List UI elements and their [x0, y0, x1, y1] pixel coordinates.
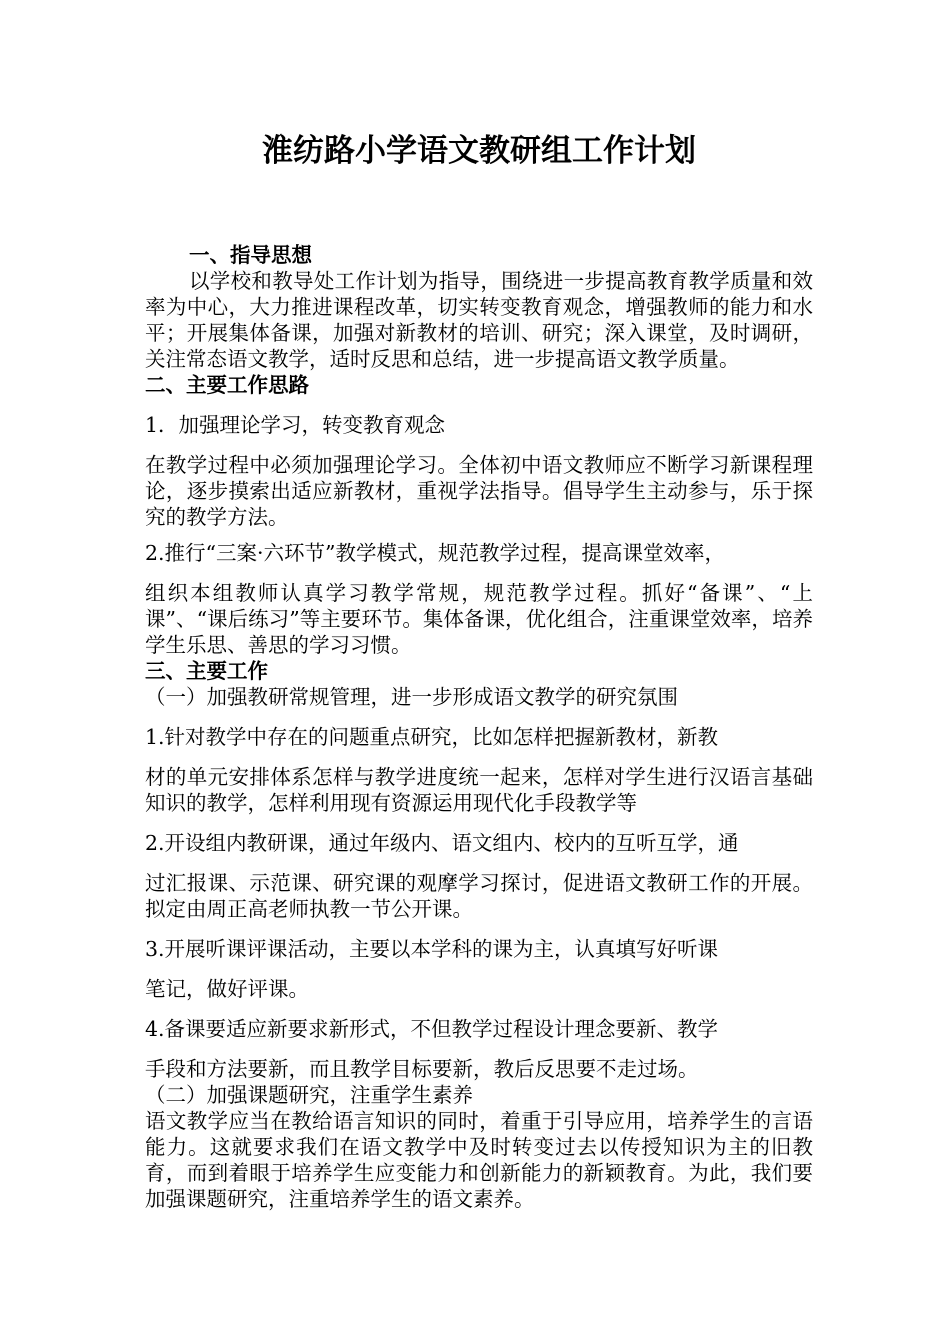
- section3-item1-line1: 1.针对教学中存在的问题重点研究，比如怎样把握新教材，新教: [145, 725, 719, 749]
- section3-sub1-heading: （一）加强教研常规管理，进一步形成语文教学的研究氛围: [145, 685, 678, 709]
- section3-item2-line1: 2.开设组内教研课，通过年级内、语文组内、校内的互听互学，通: [145, 831, 739, 855]
- section3-item3-line1: 3.开展听课评课活动，主要以本学科的课为主，认真填写好听课: [145, 937, 719, 961]
- section3-sub2-body: 语文教学应当在教给语言知识的同时，着重于引导应用，培养学生的言语能力。这就要求我们在语文教学中及时转变过去以传授知识为主的旧教育，而到着眼于培养学生应变能力和创新能力的新颖教育。为此，我们要加强课题研究，注重培养学生的语文素养。: [145, 1109, 813, 1211]
- section3-item3-line2: 笔记，做好评课。: [145, 977, 309, 1001]
- section2-item2-body: 组织本组教师认真学习教学常规，规范教学过程。抓好“备课”、“上课”、“课后练习”等主要环节。集体备课，优化组合，注重课堂效率，培养学生乐思、善思的学习习惯。: [145, 581, 813, 657]
- section3-item4-line2: 手段和方法要新，而且教学目标要新，教后反思要不走过场。: [145, 1057, 699, 1081]
- section3-sub2-heading: （二）加强课题研究，注重学生素养: [145, 1083, 473, 1107]
- section3-item1-line2: 材的单元安排体系怎样与教学进度统一起来，怎样对学生进行汉语言基础知识的教学，怎样利用现有资源运用现代化手段教学等: [145, 765, 813, 815]
- section3-heading: 三、主要工作: [145, 659, 268, 683]
- section3-item4-line1: 4.备课要适应新要求新形式，不但教学过程设计理念要新、教学: [145, 1017, 719, 1041]
- section2-item2-title: 2.推行“三案·六环节”教学模式，规范教学过程，提高课堂效率，: [145, 541, 726, 565]
- section1-body: 以学校和教导处工作计划为指导，围绕进一步提高教育教学质量和效率为中心，大力推进课程改革，切实转变教育观念，增强教师的能力和水平；开展集体备课，加强对新教材的培训、研究；深入课堂，及时调研，关注常态语文教学，适时反思和总结，进一步提高语文教学质量。: [145, 269, 813, 371]
- section2-item1-title: 1．加强理论学习，转变教育观念: [145, 413, 446, 437]
- document-title: 淮纺路小学语文教研组工作计划: [262, 133, 696, 169]
- section2-heading: 二、主要工作思路: [145, 373, 309, 397]
- section3-item2-line2: 过汇报课、示范课、研究课的观摩学习探讨，促进语文教研工作的开展。拟定由周正高老师执教一节公开课。: [145, 871, 813, 921]
- document-page: [145, 128, 813, 1212]
- section1-heading: 一、指导思想: [189, 243, 312, 267]
- section2-item1-body: 在教学过程中必须加强理论学习。全体初中语文教师应不断学习新课程理论，逐步摸索出适应新教材，重视学法指导。倡导学生主动参与，乐于探究的教学方法。: [145, 453, 813, 529]
